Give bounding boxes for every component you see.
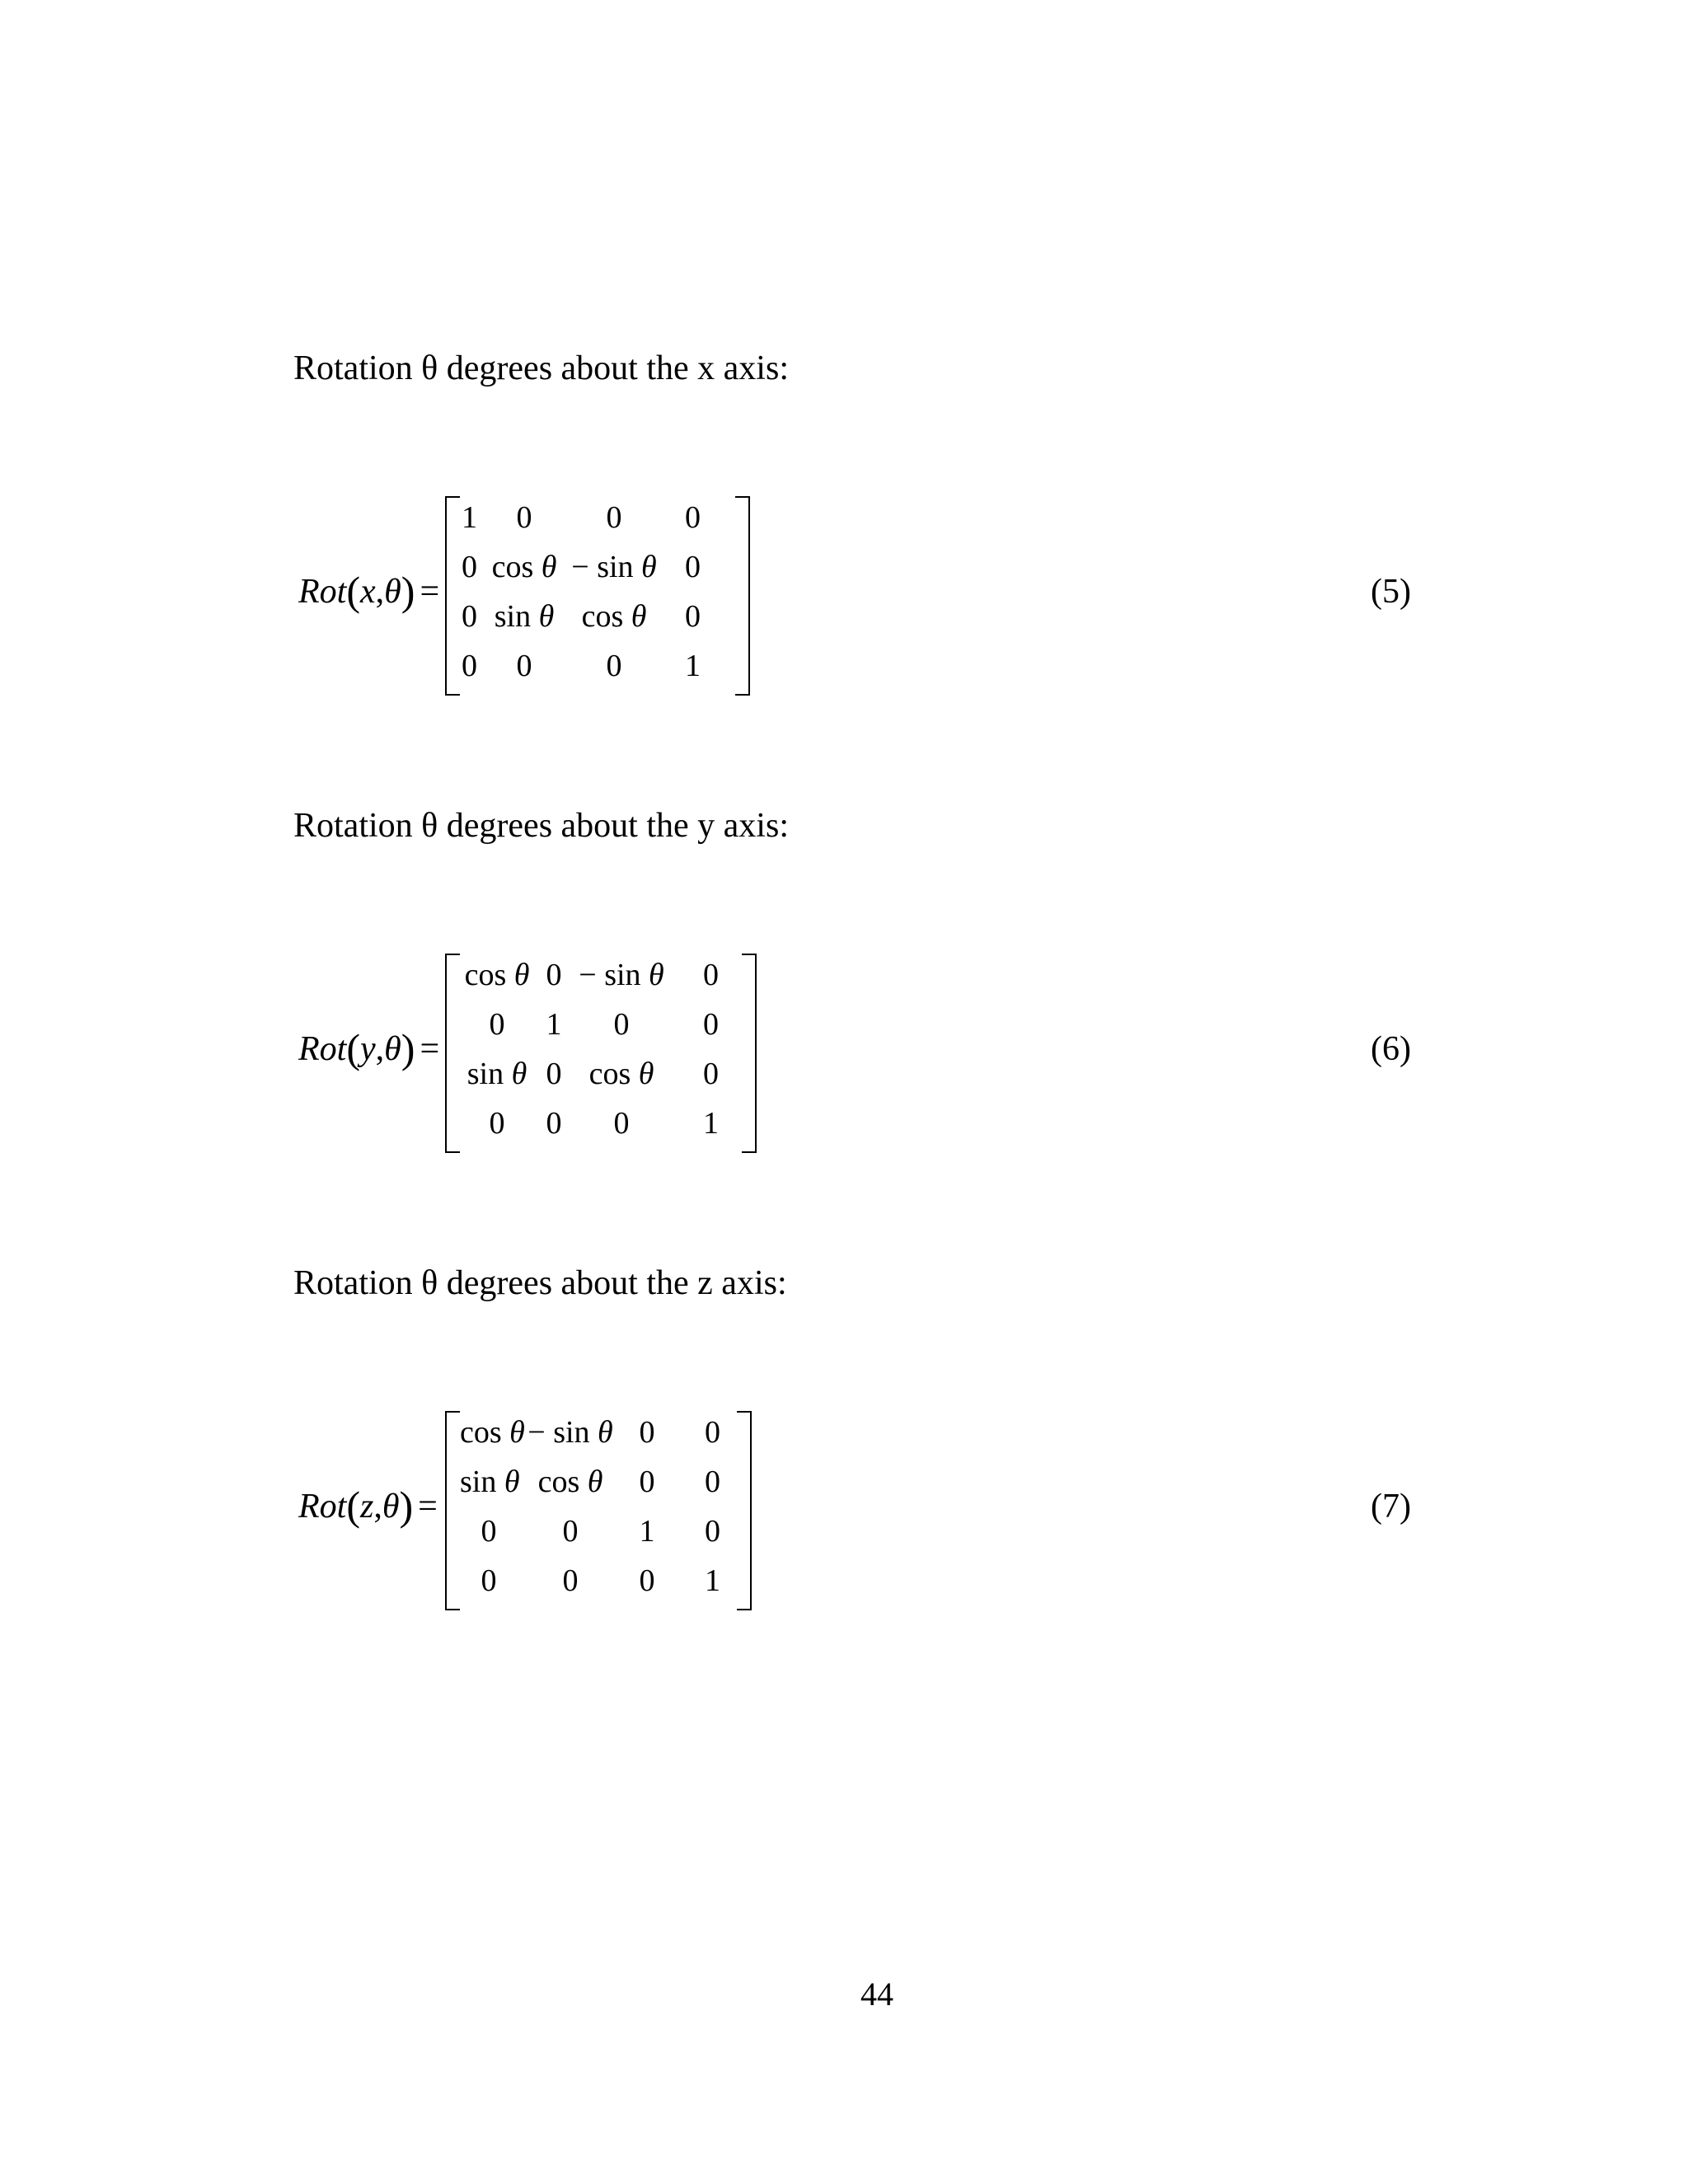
- matrix-cell: 0: [705, 1514, 720, 1549]
- matrix-cell: 0: [705, 1465, 720, 1499]
- equation-lhs: Rot ( z , θ ) =: [298, 1483, 438, 1529]
- equation-x-rotation: [298, 493, 1411, 691]
- matrix-cell: 0: [562, 1514, 579, 1549]
- matrix-cell: 0: [546, 1057, 562, 1091]
- matrix-cell: 0: [606, 649, 622, 683]
- axis-symbol: x: [359, 573, 376, 611]
- theta-symbol: θ: [384, 573, 401, 611]
- matrix-cell: 1: [685, 649, 701, 683]
- section-heading-x-rotation: Rotation θ degrees about the x axis:: [293, 349, 789, 387]
- matrix-cell: 0: [462, 599, 477, 634]
- equation-lhs: Rot ( y , θ ) =: [298, 1025, 440, 1071]
- matrix-cell: 0: [562, 1563, 579, 1598]
- matrix-cell: 0: [639, 1563, 655, 1598]
- left-bracket: [445, 496, 460, 696]
- matrix-cell: 0: [481, 1563, 497, 1598]
- matrix-cell: − sin θ: [579, 958, 664, 992]
- matrix-cell: sin θ: [467, 1057, 528, 1091]
- matrix-cell: 1: [462, 500, 477, 535]
- axis-symbol: y: [359, 1030, 376, 1068]
- matrix-cell: 0: [516, 500, 532, 535]
- matrix-cell: cos θ: [464, 958, 530, 992]
- matrix-cell: 0: [705, 1415, 720, 1450]
- matrix-cell: 0: [489, 1106, 505, 1141]
- matrix-cell: cos θ: [581, 599, 647, 634]
- function-name: Rot: [298, 573, 347, 611]
- matrix-cell: 0: [703, 1057, 719, 1091]
- function-name: Rot: [298, 1030, 347, 1068]
- left-bracket: [445, 954, 460, 1153]
- page-number: 44: [860, 1975, 893, 2013]
- matrix-cell: 0: [613, 1007, 630, 1042]
- matrix-cell: 1: [703, 1106, 719, 1141]
- equation-number: (7): [1371, 1488, 1411, 1526]
- matrix-cell: 0: [462, 649, 477, 683]
- matrix-cell: 0: [546, 958, 562, 992]
- equation-number: (6): [1371, 1030, 1411, 1068]
- matrix-cell: 0: [685, 599, 701, 634]
- axis-symbol: z: [359, 1488, 374, 1526]
- theta-symbol: θ: [384, 1030, 401, 1068]
- matrix-cell: 0: [516, 649, 532, 683]
- right-bracket: [735, 496, 750, 696]
- matrix-cell: 0: [546, 1106, 562, 1141]
- equation-lhs: Rot ( x , θ ) =: [298, 568, 440, 614]
- matrix-cell: 0: [703, 1007, 719, 1042]
- matrix-cell: cos θ: [588, 1057, 654, 1091]
- matrix-cell: 0: [462, 550, 477, 584]
- matrix-cell: 1: [639, 1514, 655, 1549]
- matrix-cell: 0: [639, 1465, 655, 1499]
- matrix-cell: 0: [613, 1106, 630, 1141]
- right-bracket: [737, 1411, 752, 1610]
- matrix-cell: 0: [685, 550, 701, 584]
- matrix-cell: 0: [606, 500, 622, 535]
- matrix-cell: 0: [481, 1514, 497, 1549]
- matrix-cell: 0: [703, 958, 719, 992]
- matrix-cell: sin θ: [494, 599, 555, 634]
- matrix-cell: 0: [489, 1007, 505, 1042]
- matrix-cell: − sin θ: [528, 1415, 613, 1450]
- rotation-matrix: [445, 1408, 752, 1605]
- equation-y-rotation: [298, 950, 1411, 1148]
- matrix-cell: cos θ: [460, 1415, 525, 1450]
- equation-z-rotation: [298, 1408, 1411, 1605]
- matrix-cell: cos θ: [537, 1465, 603, 1499]
- matrix-cell: cos θ: [491, 550, 557, 584]
- function-name: Rot: [298, 1488, 347, 1526]
- equation-number: (5): [1371, 573, 1411, 611]
- matrix-cell: 1: [546, 1007, 562, 1042]
- theta-symbol: θ: [382, 1488, 400, 1526]
- matrix-cell: 0: [639, 1415, 655, 1450]
- section-heading-z-rotation: Rotation θ degrees about the z axis:: [293, 1264, 787, 1302]
- section-heading-y-rotation: Rotation θ degrees about the y axis:: [293, 807, 789, 845]
- matrix-cell: − sin θ: [571, 550, 657, 584]
- left-bracket: [445, 1411, 460, 1610]
- right-bracket: [742, 954, 757, 1153]
- matrix-cell: sin θ: [460, 1465, 520, 1499]
- matrix-cell: 1: [705, 1563, 720, 1598]
- matrix-cell: 0: [685, 500, 701, 535]
- rotation-matrix: [445, 950, 757, 1148]
- rotation-matrix: [445, 493, 750, 691]
